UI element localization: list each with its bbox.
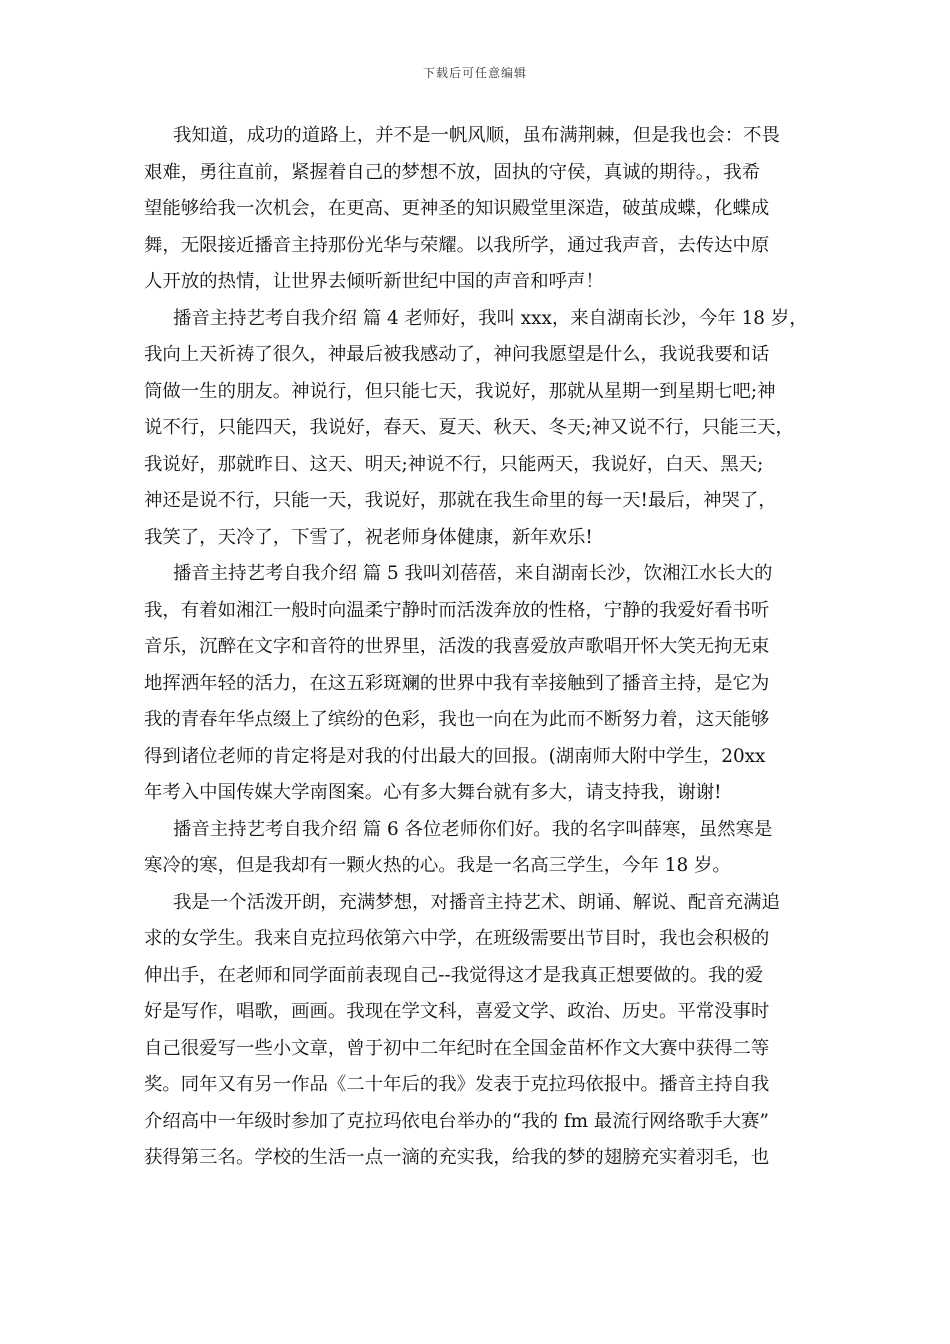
text-line: 我向上天祈祷了很久，神最后被我感动了，神问我愿望是什么，我说我要和话 [144,344,770,365]
text-line: 获得第三名。学校的生活一点一滴的充实我，给我的梦的翅膀充实着羽毛，也 [144,1147,770,1168]
text-line: 年考入中国传媒大学南图案。心有多大舞台就有多大，请支持我，谢谢! [144,782,722,803]
text-line: 筒做一生的朋友。神说行，但只能七天，我说好，那就从星期一到星期七吧;神 [144,380,776,402]
text-line: 播音主持艺考自我介绍 篇 6 各位老师你们好。我的名字叫薛寒，虽然寒是 [173,818,773,840]
text-line: 伸出手，在老师和同学面前表现自己--我觉得这才是我真正想要做的。我的爱 [144,964,764,986]
text-line: 奖。同年又有另一作品《二十年后的我》发表于克拉玛依报中。播音主持自我 [144,1074,770,1095]
text-line: 舞，无限接近播音主持那份光华与荣耀。以我所学，通过我声音，去传达中原 [144,234,770,256]
text-line: 求的女学生。我来自克拉玛依第六中学，在班级需要出节目时，我也会积极的 [144,928,770,949]
text-line: 我笑了，天冷了，下雪了，祝老师身体健康，新年欢乐! [144,526,593,548]
text-line: 得到诸位老师的肯定将是对我的付出最大的回报。(湖南师大附中学生，20xx [144,745,766,767]
text-line: 我说好，那就昨日、这天、明天;神说不行，只能两天，我说好，白天、黑天; [144,453,764,475]
text-line: 介绍高中一年级时参加了克拉玛依电台举办的“我的 fm 最流行网络歌手大赛” [144,1110,769,1132]
text-line: 播音主持艺考自我介绍 篇 4 老师好，我叫 xxx，来自湖南长沙，今年 18 岁， [173,307,808,329]
text-line: 神还是说不行，只能一天，我说好，那就在我生命里的每一天!最后，神哭了， [144,490,777,511]
page-header: 下载后可任意编辑 [422,66,527,80]
text-line: 艰难，勇往直前，紧握着自己的梦想不放，固执的守侯，真诚的期待。，我希 [144,161,761,183]
text-line: 播音主持艺考自我介绍 篇 5 我叫刘蓓蓓，来自湖南长沙，饮湘江水长大的 [173,563,773,584]
text-line: 望能够给我一次机会，在更高、更神圣的知识殿堂里深造，破茧成蝶，化蝶成 [144,198,770,219]
text-line: 好是写作，唱歌，画画。我现在学文科，喜爱文学、政治、历史。平常没事时 [144,1001,770,1022]
text-line: 人开放的热情，让世界去倾听新世纪中国的声音和呼声！ [144,271,604,292]
text-line: 地挥洒年轻的活力，在这五彩斑斓的世界中我有幸接触到了播音主持，是它为 [144,672,770,694]
text-line: 我知道，成功的道路上，并不是一帆风顺，虽布满荆棘，但是我也会：不畏 [173,125,780,146]
text-line: 寒冷的寒，但是我却有一颗火热的心。我是一名高三学生，今年 18 岁。 [144,855,731,876]
text-line: 我，有着如湘江一般时向温柔宁静时而活泼奔放的性格，宁静的我爱好看书听 [144,599,770,621]
text-line: 音乐，沉醉在文字和音符的世界里，活泼的我喜爱放声歌唱开怀大笑无拘无束 [144,636,770,657]
text-line: 说不行，只能四天，我说好，春天、夏天、秋天、冬天;神又说不行，只能三天， [144,417,794,438]
text-line: 我的青春年华点缀上了缤纷的色彩，我也一向在为此而不断努力着，这天能够 [144,709,770,730]
text-line: 我是一个活泼开朗，充满梦想，对播音主持艺术、朗诵、解说、配音充满追 [173,891,780,913]
document-body [144,118,810,1177]
text-line: 自己很爱写一些小文章，曾于初中二年纪时在全国金苗杯作文大赛中获得二等 [144,1037,770,1059]
